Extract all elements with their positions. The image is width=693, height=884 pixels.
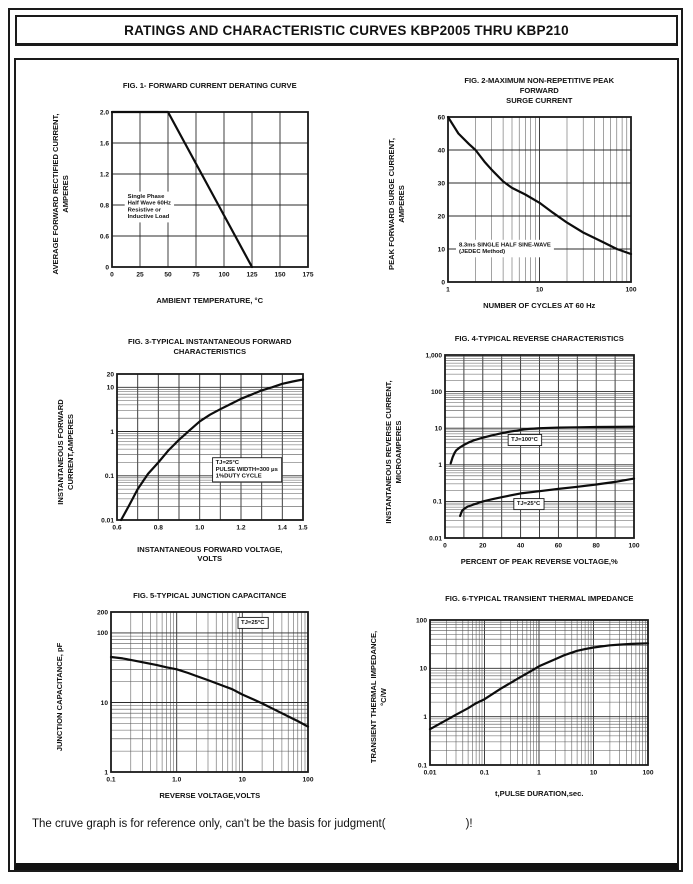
x-axis-label: REVERSE VOLTAGE,VOLTS: [159, 791, 261, 801]
y-tick-label: 1: [110, 428, 114, 436]
x-axis-label: AMBIENT TEMPERATURE, °C: [156, 295, 264, 305]
x-tick-label: 100: [642, 769, 654, 777]
x-tick-label: 0.6: [112, 524, 122, 532]
chart-fig1-forward-current-derating: [16, 76, 346, 310]
svg-text:(JEDEC Method): (JEDEC Method): [458, 248, 505, 255]
chart-fig4-reverse-characteristics: [346, 334, 676, 567]
x-tick-label: 125: [246, 271, 258, 279]
x-tick-label: 150: [274, 271, 286, 279]
chart-annotation: [212, 457, 281, 481]
chart-annotation: [456, 239, 554, 256]
svg-text:8.3ms SINGLE HALF SINE-WAVE: 8.3ms SINGLE HALF SINE-WAVE: [458, 241, 551, 248]
x-tick-label: 60: [554, 542, 562, 550]
footer-note-suffix: )!: [465, 818, 473, 830]
y-tick-label: 100: [97, 630, 109, 638]
series-junction-capacitance: [111, 657, 308, 727]
x-axis-label: INSTANTANEOUS FORWARD VOLTAGE, VOLTS: [137, 544, 283, 564]
x-tick-label: 10: [535, 286, 543, 294]
y-tick-label: 1.2: [99, 171, 109, 179]
y-tick-label: 1.6: [99, 140, 109, 148]
plot-area: [396, 614, 658, 781]
y-tick-label: 0: [441, 278, 445, 286]
page-title: RATINGS AND CHARACTERISTIC CURVES KBP2005 THRU KBP210: [124, 22, 569, 38]
y-tick-label: 10: [437, 245, 445, 253]
y-tick-label: 30: [437, 179, 445, 187]
x-tick-label: 80: [592, 542, 600, 550]
x-tick-label: 100: [218, 271, 230, 279]
y-axis-label: AVERAGE FORWARD RECTIFIED CURRENT, AMPERES: [50, 113, 70, 275]
x-tick-label: 0.1: [106, 776, 116, 784]
x-tick-label: 10: [590, 769, 598, 777]
x-tick-label: 1.5: [298, 524, 308, 532]
x-tick-label: 1.0: [194, 524, 205, 532]
x-tick-label: 1: [537, 769, 542, 777]
chart-title: FIG. 3-TYPICAL INSTANTANEOUS FORWARD CHARACTERISTICS: [127, 337, 292, 357]
chart-title: FIG. 6-TYPICAL TRANSIENT THERMAL IMPEDANCE: [445, 593, 634, 603]
y-tick-label: 20: [437, 212, 445, 220]
chart-annotation: [238, 617, 268, 628]
x-tick-label: 100: [628, 542, 640, 550]
svg-text:TJ=25°C: TJ=25°C: [516, 501, 541, 508]
chart-fig5-junction-capacitance: [16, 591, 346, 801]
chart-annotation: [124, 191, 173, 222]
x-tick-label: 20: [478, 542, 487, 550]
charts-grid: [16, 60, 677, 801]
x-tick-label: 1.0: [172, 776, 182, 784]
svg-text:TJ=25°C: TJ=25°C: [241, 619, 265, 626]
svg-text:1%DUTY CYCLE: 1%DUTY CYCLE: [215, 473, 262, 480]
y-axis-label: JUNCTION CAPACITANCE, pF: [55, 642, 65, 752]
x-tick-label: 0: [109, 271, 114, 279]
svg-text:TJ=100°C: TJ=100°C: [510, 437, 538, 444]
x-tick-label: 100: [302, 776, 314, 784]
y-tick-label: 1: [438, 462, 442, 470]
x-tick-label: 25: [136, 271, 144, 279]
footer-note-prefix: The cruve graph is for reference only, can't be the basis for judgment(: [32, 818, 386, 830]
y-tick-label: 10: [419, 665, 428, 673]
y-tick-label: 2.0: [99, 109, 109, 117]
y-tick-label: 1: [423, 713, 428, 721]
y-axis-label: INSTANTANEOUS REVERSE CURRENT, MICROAMPERES: [383, 380, 403, 524]
x-tick-label: 0: [442, 542, 447, 550]
plot-area: [77, 606, 318, 788]
svg-text:Resistive or: Resistive or: [127, 207, 161, 214]
y-tick-label: 0.6: [99, 233, 109, 241]
chart-title: FIG. 5-TYPICAL JUNCTION CAPACITANCE: [133, 591, 287, 601]
x-axis-label: t,PULSE DURATION,sec.: [495, 788, 584, 798]
svg-text:Half Wave 60Hz: Half Wave 60Hz: [127, 200, 171, 207]
x-tick-label: 75: [192, 271, 200, 279]
y-tick-label: 0.01: [100, 517, 114, 525]
y-tick-label: 20: [106, 371, 114, 379]
x-tick-label: 100: [625, 286, 637, 294]
chart-title: FIG. 1- FORWARD CURRENT DERATING CURVE: [122, 80, 297, 90]
y-tick-label: 10: [106, 384, 114, 392]
x-tick-label: 1.4: [277, 524, 287, 532]
x-tick-label: 40: [516, 542, 525, 550]
y-tick-label: 0.1: [432, 498, 442, 506]
x-tick-label: 1: [445, 286, 450, 294]
y-tick-label: 10: [100, 699, 109, 707]
x-tick-label: 50: [164, 271, 172, 279]
curves-panel: [14, 58, 679, 870]
chart-fig2-peak-forward-surge-current: [346, 76, 676, 310]
y-tick-label: 0.1: [418, 761, 428, 769]
y-tick-label: 10: [434, 425, 442, 433]
svg-text:Single Phase: Single Phase: [127, 193, 165, 200]
chart-fig6-transient-thermal-impedance: [346, 591, 676, 801]
chart-annotation: [508, 435, 541, 446]
x-axis-label: NUMBER OF CYCLES AT 60 Hz: [483, 300, 596, 310]
y-tick-label: 1: [104, 769, 109, 777]
svg-text:TJ=25°C: TJ=25°C: [215, 459, 239, 466]
chart-title: FIG. 2-MAXIMUM NON-REPETITIVE PEAK FORWARD SURGE CURRENT: [464, 76, 615, 105]
y-tick-label: 0.1: [104, 472, 114, 480]
x-tick-label: 10: [238, 776, 247, 784]
y-axis-label: INSTANTANEOUS FORWARD CURRENT,AMPERES: [55, 399, 75, 505]
y-tick-label: 100: [416, 616, 428, 624]
plot-area: [78, 106, 318, 283]
chart-title: FIG. 4-TYPICAL REVERSE CHARACTERISTICS: [454, 334, 624, 344]
y-axis-label: PEAK FORWARD SURGE CURRENT, AMPERES: [386, 138, 406, 271]
chart-fig3-instantaneous-forward-characteristics: [16, 334, 346, 567]
y-tick-label: 100: [430, 389, 442, 397]
plot-area: [411, 349, 644, 554]
y-tick-label: 60: [437, 113, 445, 121]
page-title-box: [15, 15, 678, 46]
x-tick-label: 175: [302, 271, 314, 279]
x-axis-label: PERCENT OF PEAK REVERSE VOLTAGE,%: [460, 557, 618, 567]
x-tick-label: 0.1: [480, 769, 490, 777]
chart-annotation: [514, 499, 544, 510]
plot-area: [414, 111, 641, 298]
y-tick-label: 1,000: [425, 352, 442, 360]
y-tick-label: 40: [437, 146, 445, 154]
y-tick-label: 200: [97, 609, 109, 617]
x-tick-label: 1.2: [236, 524, 246, 532]
x-tick-label: 0.01: [423, 769, 437, 777]
y-tick-label: 0: [105, 264, 109, 272]
footer-note: [32, 818, 473, 830]
plot-area: [83, 368, 313, 536]
series-tj-100c: [450, 427, 633, 464]
series-rated-forward-current: [112, 112, 252, 267]
y-axis-label: TRANSIENT THERMAL IMPEDANCE, °C/W: [369, 630, 389, 764]
svg-text:PULSE WIDTH=300 μs: PULSE WIDTH=300 μs: [215, 466, 278, 473]
y-tick-label: 0.8: [99, 202, 109, 210]
y-tick-label: 0.01: [428, 535, 442, 543]
svg-text:Inductive Load: Inductive Load: [127, 213, 170, 220]
x-tick-label: 0.8: [153, 524, 163, 532]
series-tj-25c: [460, 479, 634, 516]
